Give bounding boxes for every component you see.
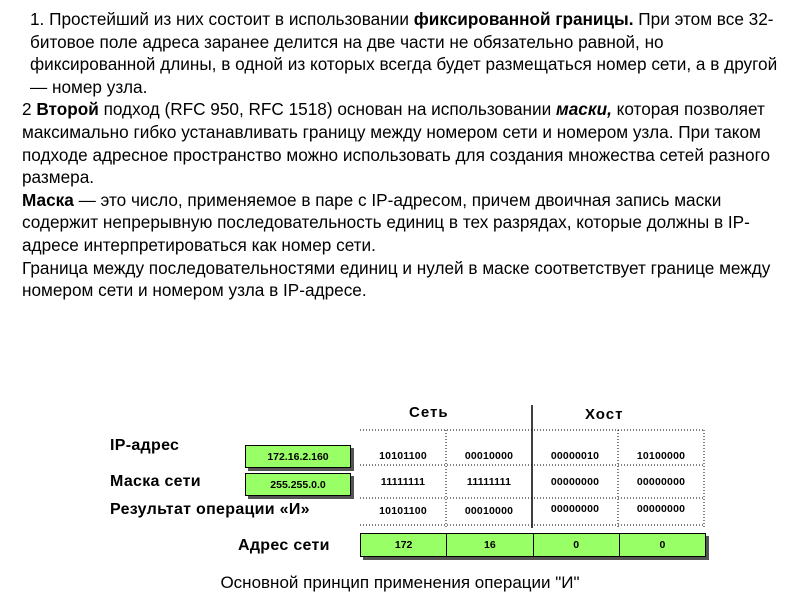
result-bits-octet-4: 00000000 (636, 503, 686, 515)
result-bits-octet-2: 00010000 (464, 505, 514, 517)
paragraph-4: Граница между последовательностями единиц и нулей в маске соответствует границе между номером сети и номером узла в IP-адресе. (22, 257, 771, 301)
ip-bits-octet-1: 10101100 (379, 450, 427, 462)
paragraph-1: 1. Простейший из них состоит в использовании фиксированной границы. При этом все 32-битовое поле адреса заранее делится на две части не обязательно равной, но фиксированной длины, в одной из которых всегда будет размещаться номер сети, а в другой — номер узла. (30, 9, 778, 97)
network-octet-2: 16 (447, 534, 533, 556)
mask-bits-octet-3: 00000000 (550, 476, 600, 488)
header-host: Хост (585, 406, 624, 423)
network-octet-1: 172 (361, 534, 447, 556)
ip-bits-octet-3: 00000010 (550, 450, 600, 462)
paragraph-2: 2 Второй подход (RFC 950, RFC 1518) основан на использовании маски, которая позволяет максимально гибко устанавливать границу между номером сети и номером узла. При таком подходе адресное пространство можно использовать для создания множества сетей разного размера. (22, 99, 771, 188)
label-ip-address: IP-адрес (110, 437, 180, 454)
label-network-address: Адрес сети (238, 537, 330, 554)
paragraph-3: Маска — это число, применяемое в паре с IP-адресом, причем двоичная запись маски содержит непрерывную последовательность единиц в тех разрядах, которые должны в IP-адресе интерпретироваться как номер сети. (22, 189, 750, 255)
network-address-row (360, 533, 706, 557)
network-octet-4: 0 (659, 539, 666, 551)
result-bits-octet-1: 10101100 (379, 505, 427, 517)
ip-bits-octet-4: 10100000 (636, 450, 686, 462)
figure-caption: Основной принцип применения операции "И" (220, 573, 580, 592)
mask-bits-octet-1: 11111111 (380, 476, 426, 488)
label-and-result: Результат операции «И» (110, 501, 310, 518)
label-netmask: Маска сети (110, 473, 201, 490)
ip-bits-octet-2: 00010000 (464, 450, 514, 462)
result-bits-octet-3: 00000000 (550, 503, 600, 515)
mask-bits-octet-4: 00000000 (636, 476, 686, 488)
netmask-value-box: 255.255.0.0 (245, 473, 351, 496)
header-network: Сеть (409, 404, 449, 421)
ip-address-value-box: 172.16.2.160 (245, 445, 351, 468)
mask-bits-octet-2: 11111111 (466, 476, 512, 488)
network-octet-3: 0 (534, 534, 620, 556)
